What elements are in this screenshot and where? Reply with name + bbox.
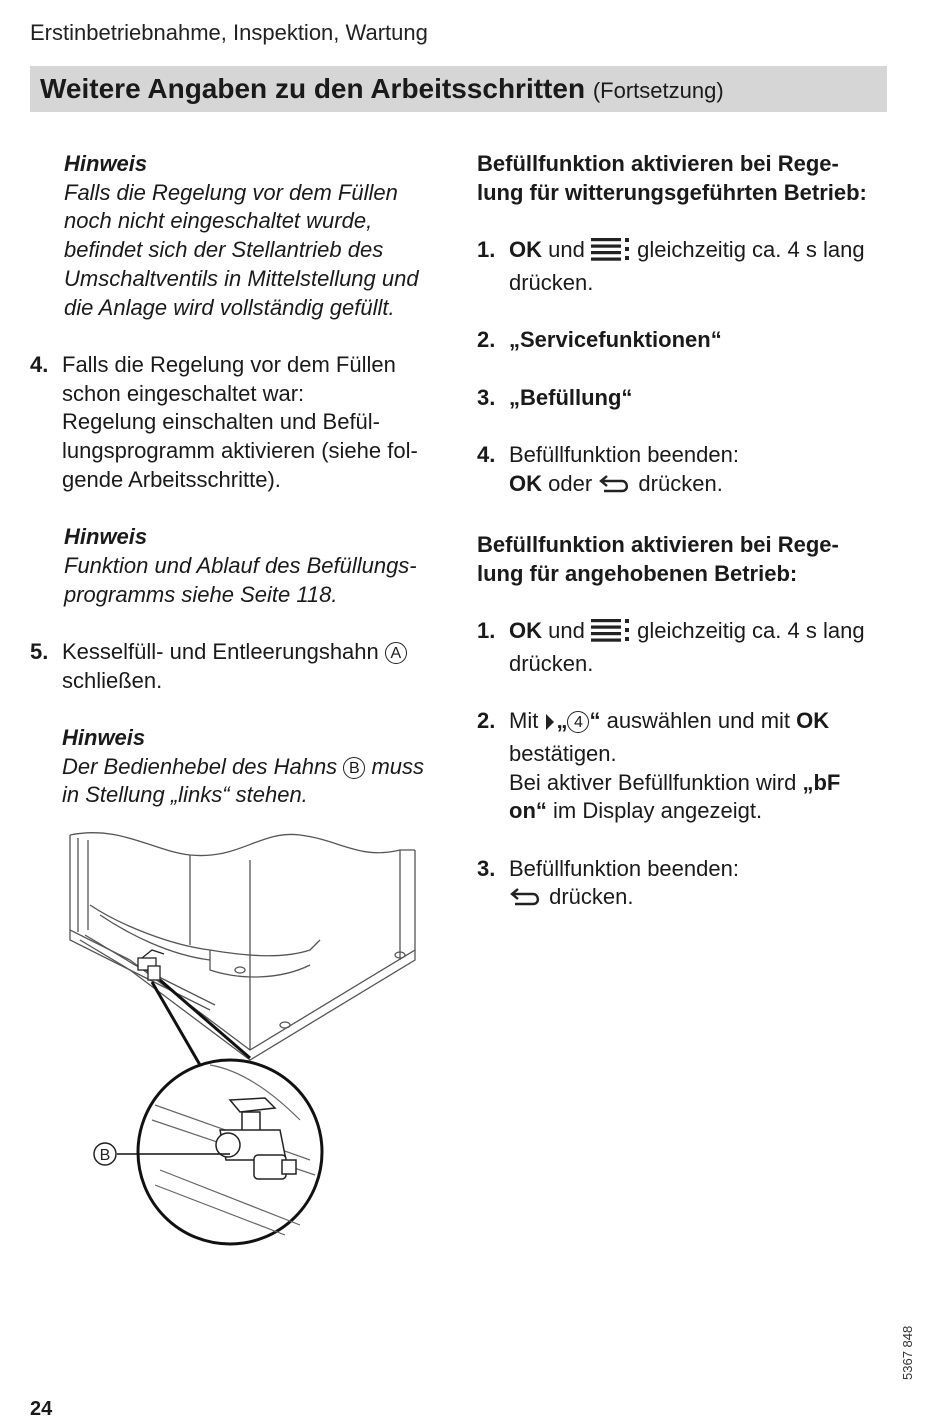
note-line: befindet sich der Stellantrieb des: [64, 237, 384, 263]
right-column: [477, 150, 897, 916]
heading-line: Befüllfunktion aktivieren bei Rege-: [477, 532, 839, 558]
step-text: auswählen und mit: [606, 708, 791, 734]
boiler-drawing: [60, 830, 440, 1260]
step-2-raised: [477, 707, 897, 826]
step-text: bestätigen.: [509, 740, 617, 766]
step-1-weather: [477, 236, 897, 297]
step-text: drücken.: [549, 884, 634, 910]
text-und: und: [548, 237, 585, 263]
note-hinweis-2: [64, 523, 450, 609]
step-text: gleichzeitig ca. 4 s lang: [637, 237, 865, 263]
note-line: in Stellung „links“ stehen.: [62, 782, 308, 808]
back-arrow-icon: [598, 473, 632, 503]
step-line: gende Arbeitsschritte).: [62, 466, 281, 492]
step-4-weather: [477, 441, 897, 502]
heading-weather-compensated: [477, 150, 897, 207]
step-text: im Display angezeigt.: [553, 798, 763, 824]
marker-a: A: [385, 642, 407, 664]
display-text-on: on“: [509, 798, 547, 824]
marker-4: 4: [567, 711, 589, 733]
step-text: drücken.: [509, 269, 594, 295]
note-line: muss: [371, 753, 424, 779]
ok-key: OK: [509, 470, 542, 496]
page-number: 24: [30, 1398, 53, 1420]
step-number: 1.: [477, 618, 496, 644]
menu-befuellung: „Befüllung“: [509, 384, 633, 410]
step-number: 4.: [30, 351, 49, 377]
step-line: lungsprogramm aktivieren (siehe fol-: [62, 438, 418, 464]
page-title-main: Weitere Angaben zu den Arbeitsschritten: [40, 73, 586, 104]
step-3-weather: [477, 384, 897, 413]
title-bar: [30, 66, 887, 112]
step-text: Befüllfunktion beenden:: [509, 441, 739, 467]
step-line: schon eingeschaltet war:: [62, 380, 305, 406]
text-und: und: [548, 618, 585, 644]
ok-key: OK: [509, 618, 542, 644]
note-hinweis-3: [62, 724, 450, 810]
heading-line: lung für witterungsgeführten Betrieb:: [477, 179, 867, 205]
step-number: 4.: [477, 441, 496, 467]
marker-b: B: [343, 757, 365, 779]
heading-line: lung für angehobenen Betrieb:: [477, 560, 798, 586]
step-number: 2.: [477, 708, 496, 734]
figure-label-b: B: [99, 1147, 111, 1164]
step-2-weather: [477, 326, 897, 355]
heading-raised-mode: [477, 531, 897, 588]
page-title: [40, 73, 724, 105]
note-line: programms siehe Seite 118.: [64, 581, 338, 607]
step-number: 2.: [477, 327, 496, 353]
heading-line: Befüllfunktion aktivieren bei Rege-: [477, 151, 839, 176]
ok-key: OK: [509, 237, 542, 263]
menu-icon: [591, 618, 631, 650]
step-4: [30, 351, 450, 495]
page-title-suffix: (Fortsetzung): [592, 78, 724, 103]
note-line: noch nicht eingeschaltet wurde,: [64, 208, 373, 234]
step-line: Regelung einschalten und Befül-: [62, 409, 381, 435]
step-1-raised: [477, 617, 897, 678]
step-text: drücken.: [638, 470, 723, 496]
section-header: Erstinbetriebnahme, Inspektion, Wartung: [30, 20, 428, 45]
left-column: [30, 150, 450, 810]
menu-servicefunktionen: „Servicefunktionen“: [509, 327, 722, 353]
step-text: Befüllfunktion beenden:: [509, 855, 739, 881]
back-arrow-icon: [509, 886, 543, 916]
note-label: Hinweis: [62, 725, 146, 750]
step-line: Kesselfüll- und Entleerungshahn: [62, 638, 379, 664]
quote-open: „: [556, 708, 568, 734]
step-line: Falls die Regelung vor dem Füllen: [62, 351, 396, 377]
note-hinweis-1: [64, 150, 450, 322]
text-oder: oder: [548, 470, 593, 496]
step-5: [30, 638, 450, 695]
boiler-valve-illustration: [60, 830, 440, 1260]
note-line: die Anlage wird vollständig gefüllt.: [64, 294, 395, 320]
text-mit: Mit: [509, 708, 539, 734]
note-line: Der Bedienhebel des Hahns: [62, 753, 338, 779]
step-number: 3.: [477, 855, 496, 881]
step-number: 1.: [477, 237, 496, 263]
note-label: Hinweis: [64, 151, 148, 176]
quote-close: “: [589, 708, 601, 734]
display-text-bf: „bF: [802, 769, 841, 795]
note-line: Funktion und Ablauf des Befüllungs-: [64, 552, 417, 578]
ok-key: OK: [796, 708, 830, 734]
right-arrow-icon: [544, 711, 556, 740]
step-text: drücken.: [509, 650, 594, 676]
step-text: Bei aktiver Befüllfunktion wird: [509, 769, 797, 795]
step-text: gleichzeitig ca. 4 s lang: [637, 618, 865, 644]
step-number: 5.: [30, 638, 49, 664]
note-line: Falls die Regelung vor dem Füllen: [64, 179, 398, 205]
menu-icon: [591, 237, 631, 269]
document-number: 5367 848: [900, 1325, 915, 1380]
step-number: 3.: [477, 384, 496, 410]
note-line: Umschaltventils in Mittelstellung und: [64, 265, 419, 291]
step-3-raised: [477, 855, 897, 916]
note-label: Hinweis: [64, 524, 148, 550]
step-line: schließen.: [62, 667, 163, 693]
